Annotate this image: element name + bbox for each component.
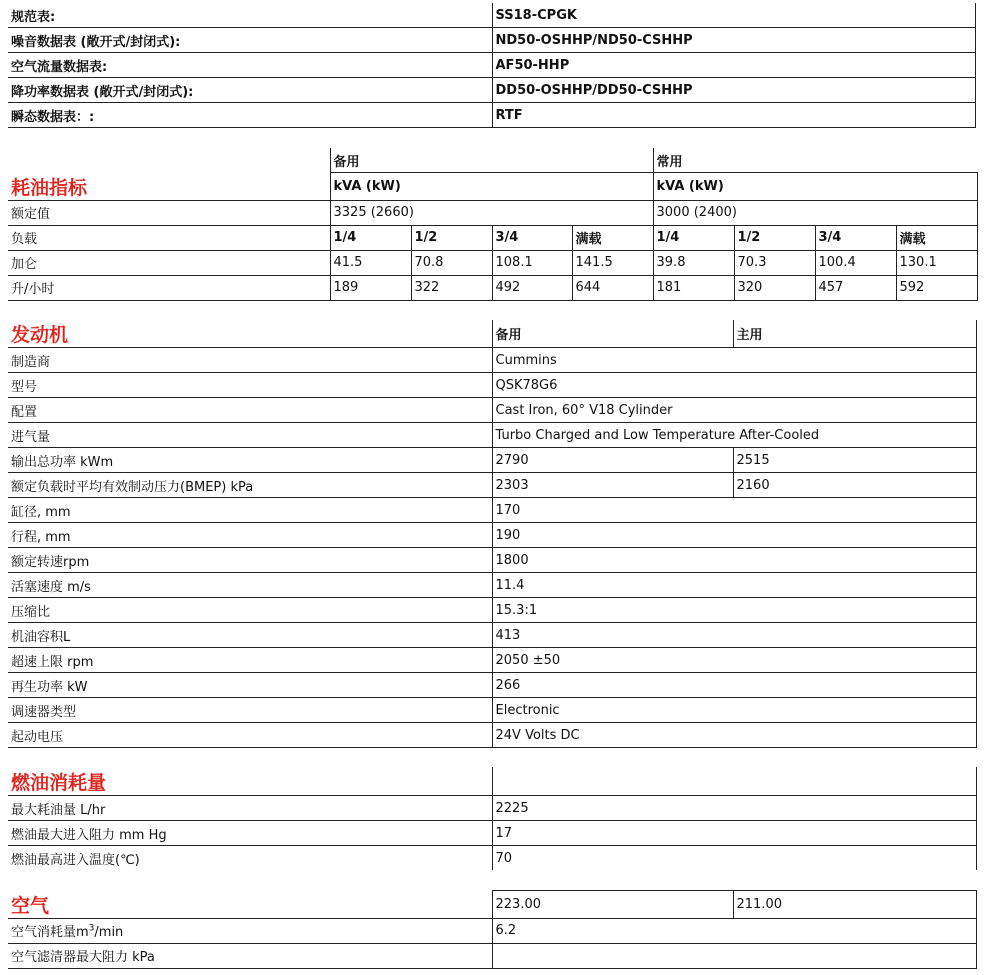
spec-header-table xyxy=(8,3,976,128)
engine-value: 2050 ±50 xyxy=(492,648,976,673)
engine-value: Electronic xyxy=(492,698,976,723)
engine-row xyxy=(8,598,976,623)
engine-value: 1800 xyxy=(492,548,976,573)
air-standby-value: 223.00 xyxy=(492,891,733,919)
engine-label: 输出总功率 kWm xyxy=(11,454,114,470)
engine-label: 缸径, mm xyxy=(11,504,71,520)
fuel-consumption-row xyxy=(8,796,976,821)
air-value: 6.2 xyxy=(492,918,976,943)
engine-value: Cast Iron, 60° V18 Cylinder xyxy=(492,398,976,423)
header-label: 规范表: xyxy=(11,9,56,25)
prime-label: 常用 xyxy=(653,148,977,173)
lph-label: 升/小时 xyxy=(11,282,55,297)
air-prime-value: 211.00 xyxy=(733,891,976,919)
engine-label: 压缩比 xyxy=(11,604,51,620)
load-cell: 1/4 xyxy=(653,225,734,250)
engine-prime-value: 2160 xyxy=(733,473,976,498)
section-title: 燃油消耗量 xyxy=(11,771,107,794)
engine-row xyxy=(8,498,976,523)
load-cell: 3/4 xyxy=(492,225,572,250)
engine-row xyxy=(8,548,976,573)
fuel-consumption-label: 最大耗油量 L/hr xyxy=(11,802,106,818)
load-cell: 1/2 xyxy=(734,225,815,250)
air-label: 空气消耗量$m^3/\min$ xyxy=(11,923,124,940)
load-cell: 满载 xyxy=(572,225,653,250)
engine-label: 起动电压 xyxy=(11,729,64,745)
engine-label: 再生功率 kW xyxy=(11,679,88,695)
gallon-cell: 130.1 xyxy=(896,250,977,275)
engine-row xyxy=(8,448,976,473)
engine-label: 行程, mm xyxy=(11,529,71,545)
prime-unit: kVA (kW) xyxy=(653,173,977,201)
air-value xyxy=(492,943,976,968)
load-cell: 1/2 xyxy=(411,225,492,250)
header-value: ND50-OSHHP/ND50-CSHHP xyxy=(492,28,975,53)
gallon-cell: 108.1 xyxy=(492,250,572,275)
fuel-consumption-value: 2225 xyxy=(492,796,976,821)
prime-rated: 3000 (2400) xyxy=(653,200,977,225)
air-row xyxy=(8,918,976,943)
header-value: DD50-OSHHP/DD50-CSHHP xyxy=(492,78,975,103)
engine-col-standby: 备用 xyxy=(492,320,733,348)
header-row xyxy=(8,103,975,128)
engine-row xyxy=(8,473,976,498)
engine-label: 配置 xyxy=(11,404,38,420)
air-header-row xyxy=(8,891,976,919)
gallon-cell: 70.8 xyxy=(411,250,492,275)
load-cell: 满载 xyxy=(896,225,977,250)
engine-row xyxy=(8,698,976,723)
engine-row xyxy=(8,348,976,373)
load-cell: 3/4 xyxy=(815,225,896,250)
gallon-cell: 39.8 xyxy=(653,250,734,275)
engine-row xyxy=(8,573,976,598)
header-value: RTF xyxy=(492,103,975,128)
engine-value: Turbo Charged and Low Temperature After-Cooled xyxy=(492,423,976,448)
header-row xyxy=(8,3,975,28)
standby-unit: kVA (kW) xyxy=(330,173,653,201)
lph-cell: 320 xyxy=(734,275,815,300)
load-label: 负载 xyxy=(11,232,38,247)
lph-cell: 592 xyxy=(896,275,977,300)
fuel-index-unit-row xyxy=(8,173,977,201)
load-row xyxy=(8,225,977,250)
header-row xyxy=(8,28,975,53)
header-label: 瞬态数据表：: xyxy=(11,109,95,125)
lph-cell: 492 xyxy=(492,275,572,300)
header-label: 空气流量数据表: xyxy=(11,59,108,75)
fuel-consumption-label: 燃油最高进入温度(℃) xyxy=(11,852,140,868)
header-row xyxy=(8,53,975,78)
header-value: AF50-HHP xyxy=(492,53,975,78)
lph-cell: 644 xyxy=(572,275,653,300)
load-cell: 1/4 xyxy=(330,225,411,250)
engine-row xyxy=(8,423,976,448)
engine-prime-value: 2515 xyxy=(733,448,976,473)
section-title: 发动机 xyxy=(11,324,69,346)
engine-row xyxy=(8,673,976,698)
engine-value: 24V Volts DC xyxy=(492,723,976,748)
engine-label: 额定转速rpm xyxy=(11,554,90,570)
gallon-cell: 41.5 xyxy=(330,250,411,275)
engine-value: 190 xyxy=(492,523,976,548)
fuel-consumption-value: 70 xyxy=(492,846,976,871)
fuel-consumption-row xyxy=(8,821,976,846)
fuel-consumption-header-row xyxy=(8,767,976,796)
air-row xyxy=(8,943,976,968)
fuel-index-table xyxy=(8,148,978,301)
lph-cell: 189 xyxy=(330,275,411,300)
engine-row xyxy=(8,398,976,423)
engine-label: 额定负载时平均有效制动压力(BMEP) kPa xyxy=(11,479,254,495)
engine-value: 170 xyxy=(492,498,976,523)
fuel-index-header-row xyxy=(8,148,977,173)
engine-value: 413 xyxy=(492,623,976,648)
rated-row xyxy=(8,200,977,225)
engine-value: 11.4 xyxy=(492,573,976,598)
engine-label: 机油容积L xyxy=(11,629,71,645)
gallon-cell: 141.5 xyxy=(572,250,653,275)
engine-row xyxy=(8,373,976,398)
lph-cell: 457 xyxy=(815,275,896,300)
fuel-consumption-row xyxy=(8,846,976,871)
engine-row xyxy=(8,723,976,748)
header-value: SS18-CPGK xyxy=(492,3,975,28)
lph-cell: 181 xyxy=(653,275,734,300)
engine-col-prime: 主用 xyxy=(733,320,976,348)
section-title: 空气 xyxy=(11,894,50,917)
engine-table xyxy=(8,320,977,748)
gallon-row xyxy=(8,250,977,275)
gallon-label: 加仑 xyxy=(11,257,38,272)
air-label: 空气滤清器最大阻力 kPa xyxy=(11,950,155,965)
lph-cell: 322 xyxy=(411,275,492,300)
fuel-consumption-value: 17 xyxy=(492,821,976,846)
section-title: 耗油指标 xyxy=(11,176,88,199)
lph-row xyxy=(8,275,977,300)
engine-label: 进气量 xyxy=(11,429,51,445)
rated-label: 额定值 xyxy=(11,207,51,222)
gallon-cell: 70.3 xyxy=(734,250,815,275)
header-label: 噪音数据表 (敞开式/封闭式): xyxy=(11,34,181,50)
engine-row xyxy=(8,623,976,648)
header-row xyxy=(8,78,975,103)
engine-label: 活塞速度 m/s xyxy=(11,579,91,595)
standby-label: 备用 xyxy=(330,148,653,173)
fuel-consumption-label: 燃油最大进入阻力 mm Hg xyxy=(11,827,167,843)
gallon-cell: 100.4 xyxy=(815,250,896,275)
header-label: 降功率数据表 (敞开式/封闭式): xyxy=(11,84,194,100)
engine-standby-value: 2303 xyxy=(492,473,733,498)
engine-value: 266 xyxy=(492,673,976,698)
engine-standby-value: 2790 xyxy=(492,448,733,473)
engine-label: 型号 xyxy=(11,379,38,395)
engine-row xyxy=(8,523,976,548)
fuel-consumption-table xyxy=(8,767,977,870)
engine-label: 调速器类型 xyxy=(11,704,77,720)
engine-value: 15.3:1 xyxy=(492,598,976,623)
engine-row xyxy=(8,648,976,673)
engine-value: Cummins xyxy=(492,348,976,373)
engine-header-row xyxy=(8,320,976,348)
engine-label: 制造商 xyxy=(11,354,51,370)
engine-label: 超速上限 rpm xyxy=(11,654,94,670)
engine-value: QSK78G6 xyxy=(492,373,976,398)
standby-rated: 3325 (2660) xyxy=(330,200,653,225)
air-table xyxy=(8,890,977,969)
